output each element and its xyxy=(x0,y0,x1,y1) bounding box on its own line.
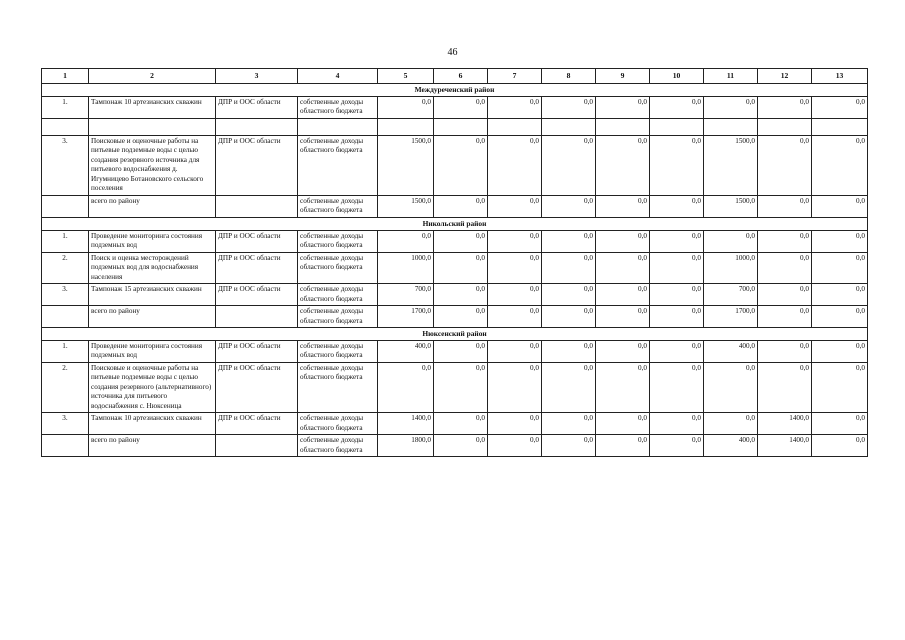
amount-cell: 0,0 xyxy=(812,96,868,118)
funding-source: собственные доходы областного бюджета xyxy=(298,435,378,457)
measure-name: Поисковые и оценочные работы на питьевые подземные воды с целью создания резервного источника для питьевого водоснабжения д. Игумницево Ботановского сельского поселения xyxy=(89,135,216,195)
column-header: 12 xyxy=(758,69,812,84)
amount-cell: 0,0 xyxy=(542,306,596,328)
amount-cell: 0,0 xyxy=(704,230,758,252)
amount-cell: 0,0 xyxy=(650,435,704,457)
amount-cell: 0,0 xyxy=(812,413,868,435)
table-row xyxy=(42,230,868,252)
amount-cell: 1700,0 xyxy=(378,306,434,328)
executor: ДПР и ООС области xyxy=(216,252,298,284)
amount-cell: 0,0 xyxy=(812,306,868,328)
column-header: 1 xyxy=(42,69,89,84)
amount-cell: 0,0 xyxy=(650,96,704,118)
measure-name: Тампонаж 10 артезианских скважин xyxy=(89,413,216,435)
budget-table xyxy=(41,68,868,457)
amount-cell: 0,0 xyxy=(488,340,542,362)
table-row xyxy=(42,252,868,284)
column-header: 6 xyxy=(434,69,488,84)
amount-cell: 1800,0 xyxy=(378,435,434,457)
measure-name: Проведение мониторинга состояния подземных вод xyxy=(89,340,216,362)
amount-cell: 0,0 xyxy=(758,230,812,252)
amount-cell: 0,0 xyxy=(704,413,758,435)
amount-cell: 0,0 xyxy=(434,435,488,457)
column-header: 4 xyxy=(298,69,378,84)
district-row xyxy=(42,84,868,97)
executor xyxy=(216,195,298,217)
amount-cell: 0,0 xyxy=(812,284,868,306)
measure-name: всего по району xyxy=(89,306,216,328)
table-row xyxy=(42,362,868,413)
executor: ДПР и ООС области xyxy=(216,230,298,252)
amount-cell: 0,0 xyxy=(488,252,542,284)
amount-cell: 0,0 xyxy=(596,230,650,252)
row-number xyxy=(42,306,89,328)
column-header: 7 xyxy=(488,69,542,84)
spacer-cell xyxy=(758,118,812,135)
funding-source: собственные доходы областного бюджета xyxy=(298,306,378,328)
amount-cell: 0,0 xyxy=(542,435,596,457)
measure-name: всего по району xyxy=(89,435,216,457)
amount-cell: 0,0 xyxy=(542,135,596,195)
amount-cell: 0,0 xyxy=(650,284,704,306)
funding-source: собственные доходы областного бюджета xyxy=(298,362,378,413)
amount-cell: 0,0 xyxy=(650,135,704,195)
row-number: 1. xyxy=(42,230,89,252)
amount-cell: 0,0 xyxy=(596,413,650,435)
column-header: 9 xyxy=(596,69,650,84)
table-body xyxy=(42,84,868,457)
row-number xyxy=(42,195,89,217)
row-number: 2. xyxy=(42,362,89,413)
amount-cell: 0,0 xyxy=(488,284,542,306)
amount-cell: 0,0 xyxy=(704,362,758,413)
header-row xyxy=(42,69,868,84)
amount-cell: 0,0 xyxy=(758,284,812,306)
amount-cell: 0,0 xyxy=(542,362,596,413)
table-row xyxy=(42,135,868,195)
amount-cell: 0,0 xyxy=(758,135,812,195)
amount-cell: 1000,0 xyxy=(704,252,758,284)
measure-name: Поиск и оценка месторождений подземных вод для водоснабжения населения xyxy=(89,252,216,284)
district-title: Никольский район xyxy=(42,217,868,230)
measure-name: Тампонаж 15 артезианских скважин xyxy=(89,284,216,306)
amount-cell: 0,0 xyxy=(812,135,868,195)
total-row xyxy=(42,195,868,217)
amount-cell: 0,0 xyxy=(488,362,542,413)
amount-cell: 0,0 xyxy=(542,96,596,118)
amount-cell: 0,0 xyxy=(812,435,868,457)
row-number: 1. xyxy=(42,340,89,362)
spacer-row xyxy=(42,118,868,135)
amount-cell: 0,0 xyxy=(434,284,488,306)
amount-cell: 0,0 xyxy=(488,96,542,118)
amount-cell: 400,0 xyxy=(378,340,434,362)
amount-cell: 0,0 xyxy=(378,362,434,413)
funding-source: собственные доходы областного бюджета xyxy=(298,252,378,284)
amount-cell: 0,0 xyxy=(378,230,434,252)
amount-cell: 0,0 xyxy=(596,435,650,457)
spacer-cell xyxy=(812,118,868,135)
column-header: 8 xyxy=(542,69,596,84)
spacer-cell xyxy=(704,118,758,135)
amount-cell: 0,0 xyxy=(704,96,758,118)
table-row xyxy=(42,96,868,118)
spacer-cell xyxy=(89,118,216,135)
spacer-cell xyxy=(542,118,596,135)
spacer-cell xyxy=(216,118,298,135)
amount-cell: 0,0 xyxy=(378,96,434,118)
amount-cell: 0,0 xyxy=(542,340,596,362)
district-title: Нюксенский район xyxy=(42,328,868,341)
funding-source: собственные доходы областного бюджета xyxy=(298,135,378,195)
amount-cell: 0,0 xyxy=(758,96,812,118)
amount-cell: 0,0 xyxy=(434,413,488,435)
funding-source: собственные доходы областного бюджета xyxy=(298,284,378,306)
amount-cell: 0,0 xyxy=(596,252,650,284)
total-row xyxy=(42,306,868,328)
amount-cell: 0,0 xyxy=(812,252,868,284)
measure-name: Проведение мониторинга состояния подземных вод xyxy=(89,230,216,252)
amount-cell: 0,0 xyxy=(434,96,488,118)
amount-cell: 0,0 xyxy=(434,135,488,195)
table-row xyxy=(42,413,868,435)
amount-cell: 0,0 xyxy=(542,284,596,306)
amount-cell: 700,0 xyxy=(704,284,758,306)
amount-cell: 0,0 xyxy=(542,413,596,435)
row-number: 3. xyxy=(42,135,89,195)
measure-name: всего по району xyxy=(89,195,216,217)
funding-source: собственные доходы областного бюджета xyxy=(298,340,378,362)
amount-cell: 0,0 xyxy=(596,306,650,328)
spacer-cell xyxy=(42,118,89,135)
table-row xyxy=(42,340,868,362)
amount-cell: 1500,0 xyxy=(704,135,758,195)
amount-cell: 0,0 xyxy=(758,306,812,328)
amount-cell: 0,0 xyxy=(596,284,650,306)
district-row xyxy=(42,217,868,230)
measure-name: Поисковые и оценочные работы на питьевые подземные воды с целью создания резервного (альтернативного) источника для питьевого водоснабжения с. Нюксеница xyxy=(89,362,216,413)
amount-cell: 0,0 xyxy=(542,230,596,252)
column-header: 2 xyxy=(89,69,216,84)
district-row xyxy=(42,328,868,341)
executor xyxy=(216,306,298,328)
amount-cell: 0,0 xyxy=(650,230,704,252)
amount-cell: 0,0 xyxy=(434,195,488,217)
amount-cell: 0,0 xyxy=(434,340,488,362)
executor: ДПР и ООС области xyxy=(216,340,298,362)
amount-cell: 0,0 xyxy=(488,230,542,252)
amount-cell: 0,0 xyxy=(434,230,488,252)
amount-cell: 0,0 xyxy=(434,362,488,413)
amount-cell: 0,0 xyxy=(650,340,704,362)
row-number: 3. xyxy=(42,284,89,306)
funding-source: собственные доходы областного бюджета xyxy=(298,195,378,217)
executor: ДПР и ООС области xyxy=(216,135,298,195)
column-header: 13 xyxy=(812,69,868,84)
amount-cell: 400,0 xyxy=(704,340,758,362)
amount-cell: 0,0 xyxy=(488,306,542,328)
amount-cell: 0,0 xyxy=(596,195,650,217)
amount-cell: 400,0 xyxy=(704,435,758,457)
amount-cell: 0,0 xyxy=(812,195,868,217)
amount-cell: 0,0 xyxy=(758,340,812,362)
amount-cell: 1400,0 xyxy=(758,435,812,457)
amount-cell: 1500,0 xyxy=(378,195,434,217)
page-number: 46 xyxy=(447,47,458,58)
column-header: 5 xyxy=(378,69,434,84)
column-header: 3 xyxy=(216,69,298,84)
amount-cell: 0,0 xyxy=(650,362,704,413)
amount-cell: 0,0 xyxy=(812,230,868,252)
column-header: 11 xyxy=(704,69,758,84)
amount-cell: 0,0 xyxy=(542,195,596,217)
amount-cell: 0,0 xyxy=(650,252,704,284)
amount-cell: 0,0 xyxy=(758,195,812,217)
spacer-cell xyxy=(488,118,542,135)
amount-cell: 0,0 xyxy=(812,362,868,413)
total-row xyxy=(42,435,868,457)
amount-cell: 0,0 xyxy=(542,252,596,284)
amount-cell: 1500,0 xyxy=(378,135,434,195)
amount-cell: 0,0 xyxy=(434,252,488,284)
spacer-cell xyxy=(596,118,650,135)
amount-cell: 0,0 xyxy=(758,362,812,413)
district-title: Междуреченский район xyxy=(42,84,868,97)
amount-cell: 0,0 xyxy=(488,435,542,457)
amount-cell: 0,0 xyxy=(758,252,812,284)
amount-cell: 1400,0 xyxy=(758,413,812,435)
spacer-cell xyxy=(650,118,704,135)
table-row xyxy=(42,284,868,306)
spacer-cell xyxy=(298,118,378,135)
amount-cell: 0,0 xyxy=(596,135,650,195)
amount-cell: 1700,0 xyxy=(704,306,758,328)
column-header: 10 xyxy=(650,69,704,84)
executor: ДПР и ООС области xyxy=(216,96,298,118)
executor: ДПР и ООС области xyxy=(216,413,298,435)
row-number xyxy=(42,435,89,457)
funding-source: собственные доходы областного бюджета xyxy=(298,96,378,118)
amount-cell: 0,0 xyxy=(596,362,650,413)
executor: ДПР и ООС области xyxy=(216,362,298,413)
amount-cell: 0,0 xyxy=(488,195,542,217)
amount-cell: 0,0 xyxy=(488,413,542,435)
funding-source: собственные доходы областного бюджета xyxy=(298,413,378,435)
amount-cell: 1500,0 xyxy=(704,195,758,217)
amount-cell: 0,0 xyxy=(650,195,704,217)
amount-cell: 0,0 xyxy=(650,413,704,435)
measure-name: Тампонаж 10 артезианских скважин xyxy=(89,96,216,118)
row-number: 3. xyxy=(42,413,89,435)
amount-cell: 0,0 xyxy=(812,340,868,362)
amount-cell: 1400,0 xyxy=(378,413,434,435)
amount-cell: 700,0 xyxy=(378,284,434,306)
amount-cell: 0,0 xyxy=(596,96,650,118)
row-number: 2. xyxy=(42,252,89,284)
amount-cell: 0,0 xyxy=(434,306,488,328)
row-number: 1. xyxy=(42,96,89,118)
funding-source: собственные доходы областного бюджета xyxy=(298,230,378,252)
amount-cell: 0,0 xyxy=(596,340,650,362)
amount-cell: 1000,0 xyxy=(378,252,434,284)
amount-cell: 0,0 xyxy=(650,306,704,328)
executor: ДПР и ООС области xyxy=(216,284,298,306)
amount-cell: 0,0 xyxy=(488,135,542,195)
spacer-cell xyxy=(434,118,488,135)
spacer-cell xyxy=(378,118,434,135)
executor xyxy=(216,435,298,457)
